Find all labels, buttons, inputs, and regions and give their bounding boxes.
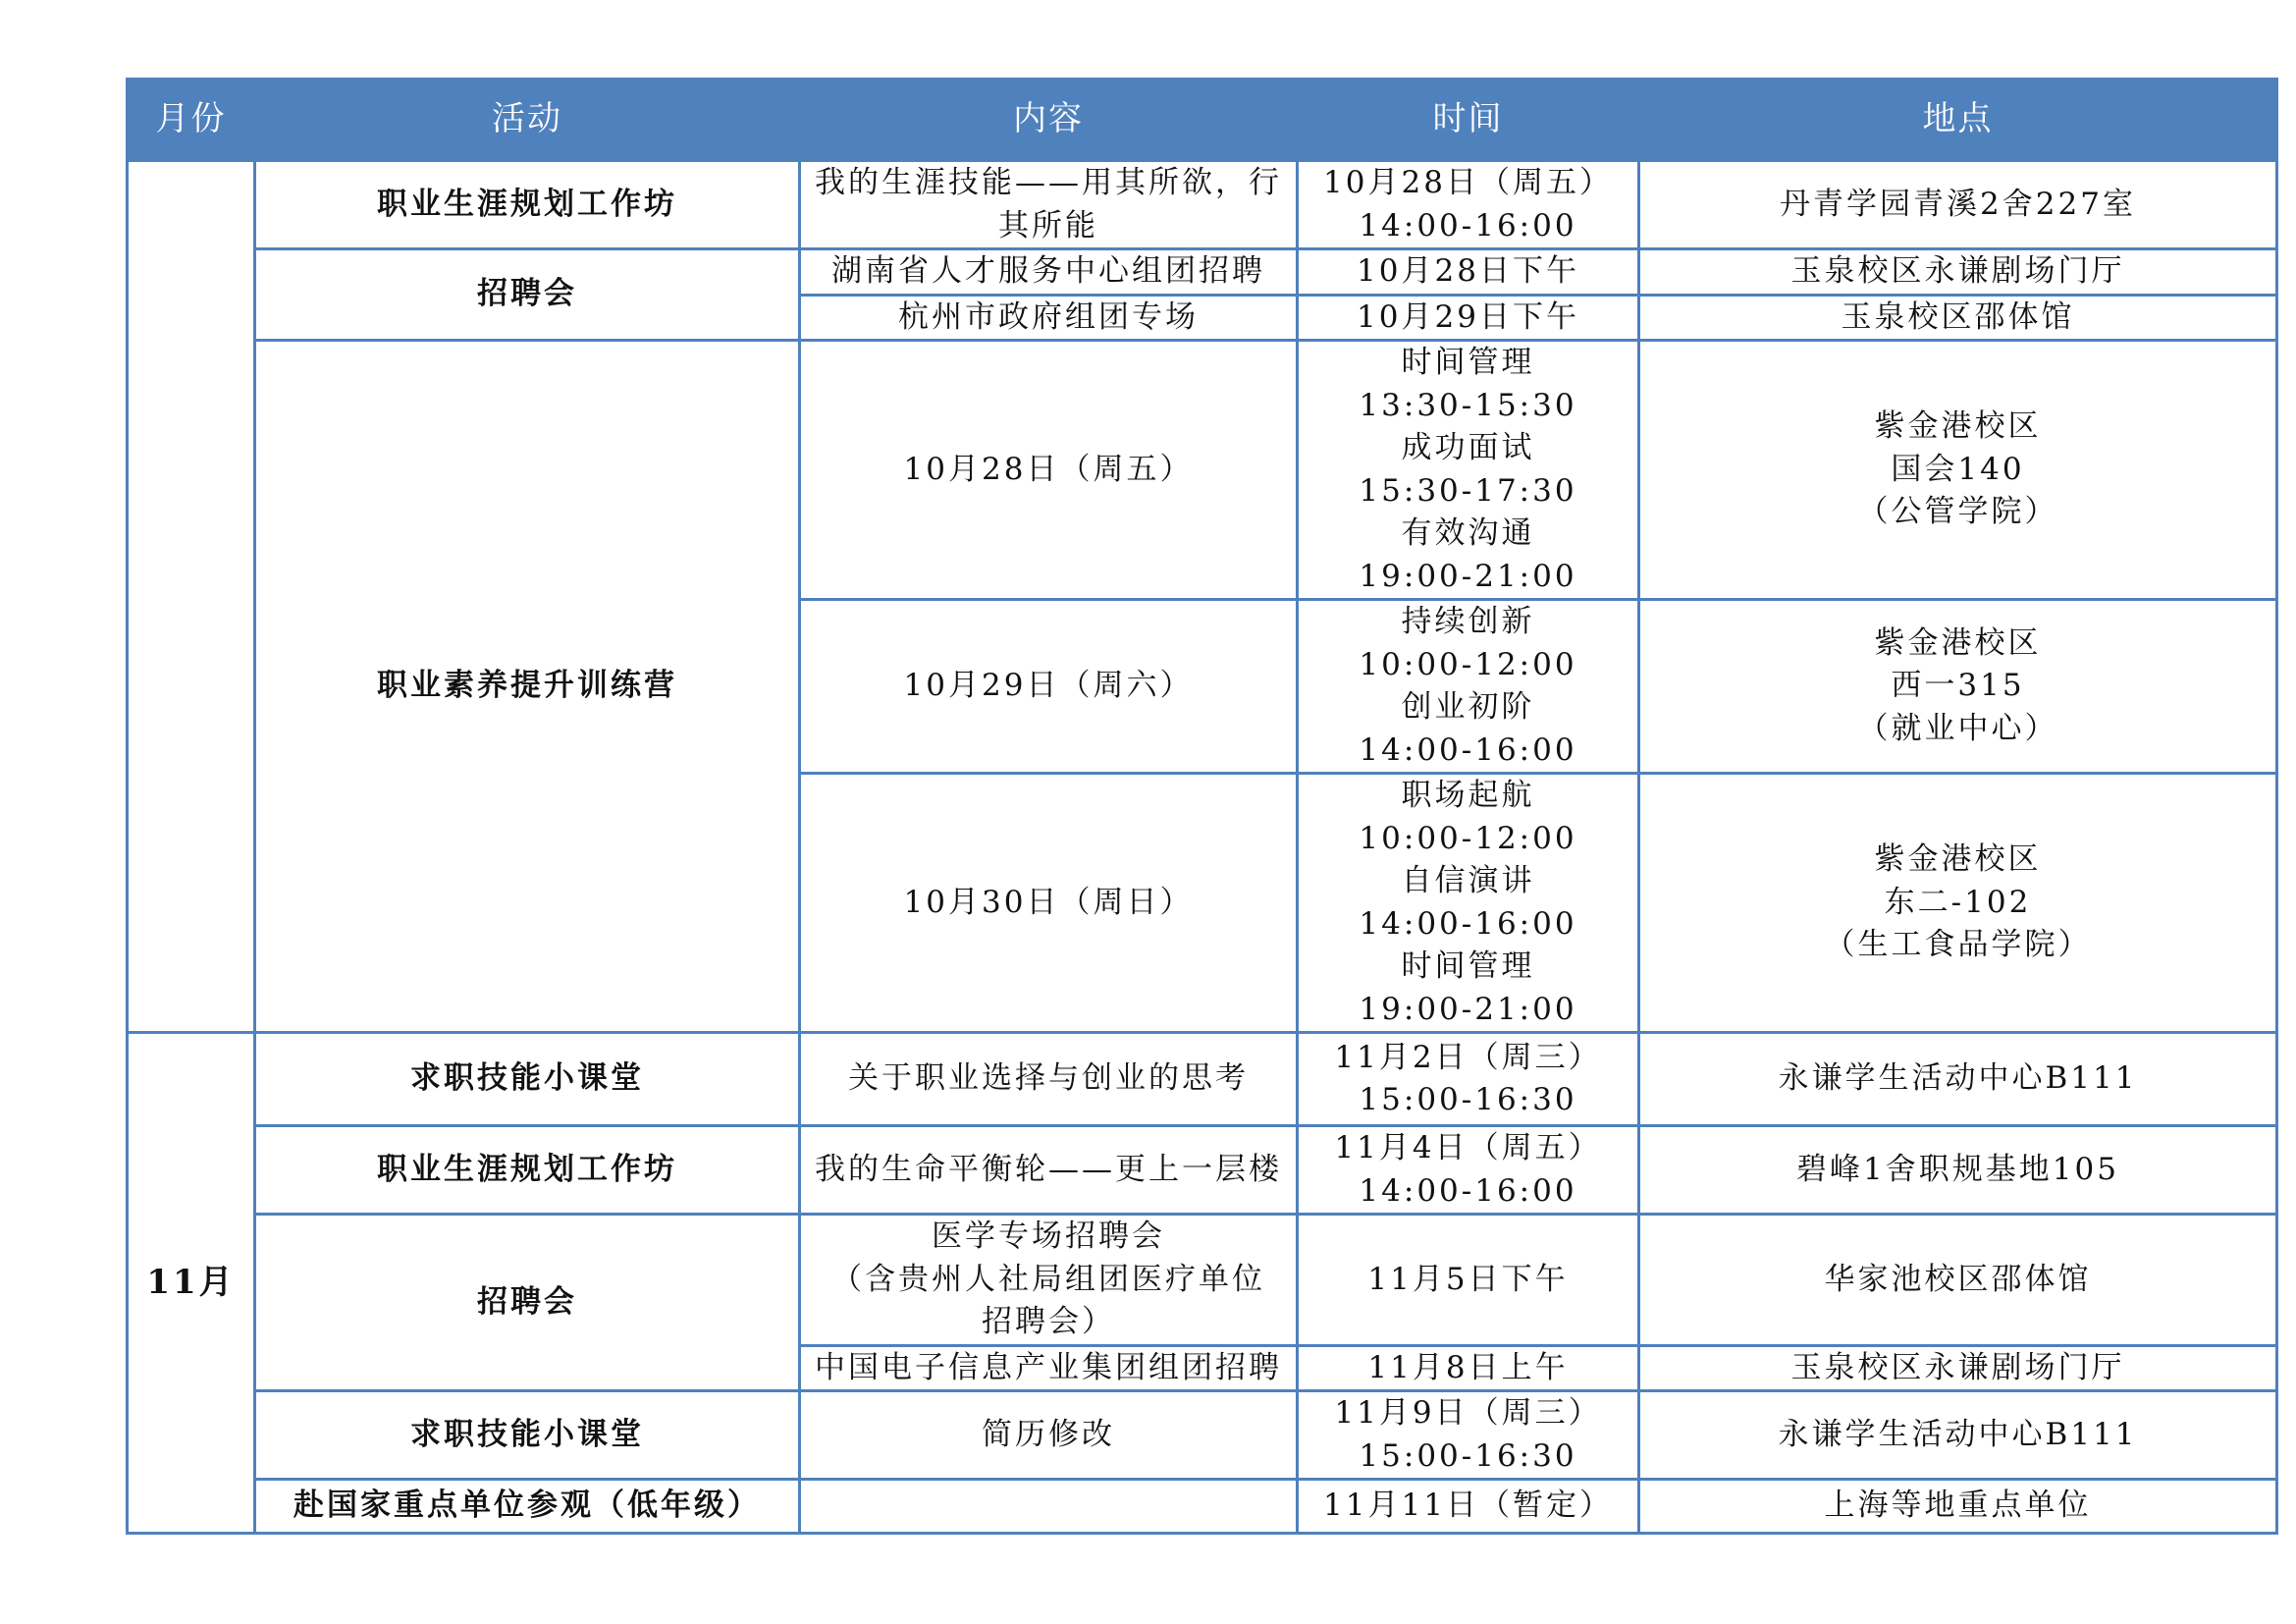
location-line: （生工食品学院）	[1824, 927, 2092, 963]
location-cell: 华家池校区邵体馆	[1639, 1215, 2277, 1346]
location-cell: 永谦学生活动中心B111	[1639, 1391, 2277, 1480]
session-name: 成功面试	[1401, 430, 1535, 465]
header-location: 地点	[1639, 80, 2277, 161]
activity-cell: 求职技能小课堂	[255, 1033, 800, 1126]
activity-cell: 职业生涯规划工作坊	[255, 1126, 800, 1215]
table-row	[128, 249, 2277, 296]
activity-cell: 职业生涯规划工作坊	[255, 161, 800, 249]
location-cell: 玉泉校区邵体馆	[1639, 295, 2277, 341]
session-name: 有效沟通	[1401, 515, 1535, 551]
location-line: 西一315	[1891, 668, 2025, 704]
location-line: 紫金港校区	[1874, 841, 2042, 878]
session-time: 19:00-21:00	[1359, 991, 1577, 1027]
time-cell: 11月8日上午	[1298, 1345, 1639, 1391]
time-cell	[1298, 1033, 1639, 1126]
time-cell: 10月29日下午	[1298, 295, 1639, 341]
content-line: 我的生涯技能——用其所欲，行	[815, 165, 1282, 200]
content-cell	[800, 1480, 1298, 1534]
content-line: 招聘会）	[982, 1304, 1115, 1339]
content-cell	[800, 161, 1298, 249]
content-cell: 10月29日（周六）	[800, 600, 1298, 774]
table-row	[128, 161, 2277, 249]
session-time: 14:00-16:00	[1359, 731, 1577, 768]
content-cell: 10月30日（周日）	[800, 774, 1298, 1033]
content-cell: 10月28日（周五）	[800, 341, 1298, 600]
location-cell	[1639, 341, 2277, 600]
location-cell: 玉泉校区永谦剧场门厅	[1639, 249, 2277, 296]
content-cell: 我的生命平衡轮——更上一层楼	[800, 1126, 1298, 1215]
location-cell: 永谦学生活动中心B111	[1639, 1033, 2277, 1126]
header-row	[128, 80, 2277, 161]
content-line: 其所能	[998, 207, 1098, 244]
time-line: 15:00-16:30	[1359, 1437, 1577, 1474]
time-line: 11月9日（周三）	[1334, 1395, 1602, 1431]
activity-cell: 赴国家重点单位参观（低年级）	[255, 1480, 800, 1534]
header-time: 时间	[1298, 80, 1639, 161]
time-line: 11月2日（周三）	[1334, 1039, 1602, 1075]
time-cell	[1298, 1126, 1639, 1215]
time-cell	[1298, 341, 1639, 600]
activity-cell: 招聘会	[255, 249, 800, 341]
content-cell: 杭州市政府组团专场	[800, 295, 1298, 341]
header-activity: 活动	[255, 80, 800, 161]
activity-cell: 招聘会	[255, 1215, 800, 1391]
session-time: 15:30-17:30	[1359, 472, 1577, 509]
header-content: 内容	[800, 80, 1298, 161]
content-cell: 关于职业选择与创业的思考	[800, 1033, 1298, 1126]
location-line: （公管学院）	[1857, 494, 2058, 530]
location-line: （就业中心）	[1857, 710, 2058, 746]
table-row	[128, 341, 2277, 600]
header-month: 月份	[128, 80, 255, 161]
session-name: 创业初阶	[1401, 689, 1535, 725]
time-cell	[1298, 161, 1639, 249]
session-time: 19:00-21:00	[1359, 558, 1577, 594]
session-name: 时间管理	[1401, 948, 1535, 984]
time-line: 11月4日（周五）	[1334, 1130, 1602, 1165]
month-cell-oct	[128, 161, 255, 1033]
location-line: 东二-102	[1884, 884, 2032, 920]
time-cell: 11月11日（暂定）	[1298, 1480, 1639, 1534]
location-line: 紫金港校区	[1874, 408, 2042, 445]
location-cell: 碧峰1舍职规基地105	[1639, 1126, 2277, 1215]
session-name: 职场起航	[1401, 778, 1535, 813]
month-cell-nov: 11月	[128, 1033, 255, 1534]
content-cell: 湖南省人才服务中心组团招聘	[800, 249, 1298, 296]
time-line: 14:00-16:00	[1359, 207, 1577, 244]
table-row	[128, 1215, 2277, 1346]
table-row	[128, 1391, 2277, 1480]
activity-cell: 求职技能小课堂	[255, 1391, 800, 1480]
content-line: （含贵州人社局组团医疗单位	[831, 1261, 1265, 1297]
time-cell: 10月28日下午	[1298, 249, 1639, 296]
location-cell	[1639, 600, 2277, 774]
content-cell: 中国电子信息产业集团组团招聘	[800, 1345, 1298, 1391]
time-line: 14:00-16:00	[1359, 1172, 1577, 1209]
time-line: 10月28日（周五）	[1323, 165, 1613, 200]
session-time: 10:00-12:00	[1359, 820, 1577, 856]
content-cell: 简历修改	[800, 1391, 1298, 1480]
session-time: 10:00-12:00	[1359, 646, 1577, 682]
table-row	[128, 1126, 2277, 1215]
activity-schedule-table	[126, 78, 2278, 1535]
time-cell	[1298, 1391, 1639, 1480]
time-cell: 11月5日下午	[1298, 1215, 1639, 1346]
table-row	[128, 1033, 2277, 1126]
table-row	[128, 1480, 2277, 1534]
session-name: 自信演讲	[1401, 863, 1535, 898]
time-cell	[1298, 774, 1639, 1033]
session-name: 时间管理	[1401, 345, 1535, 380]
time-cell	[1298, 600, 1639, 774]
content-cell	[800, 1215, 1298, 1346]
location-line: 国会140	[1891, 451, 2025, 487]
activity-cell: 职业素养提升训练营	[255, 341, 800, 1033]
session-time: 14:00-16:00	[1359, 905, 1577, 942]
location-cell: 丹青学园青溪2舍227室	[1639, 161, 2277, 249]
session-time: 13:30-15:30	[1359, 387, 1577, 423]
location-cell	[1639, 774, 2277, 1033]
location-line: 紫金港校区	[1874, 624, 2042, 661]
location-cell: 玉泉校区永谦剧场门厅	[1639, 1345, 2277, 1391]
location-cell: 上海等地重点单位	[1639, 1480, 2277, 1534]
session-name: 持续创新	[1401, 604, 1535, 639]
content-line: 医学专场招聘会	[932, 1218, 1165, 1254]
time-line: 15:00-16:30	[1359, 1082, 1577, 1117]
